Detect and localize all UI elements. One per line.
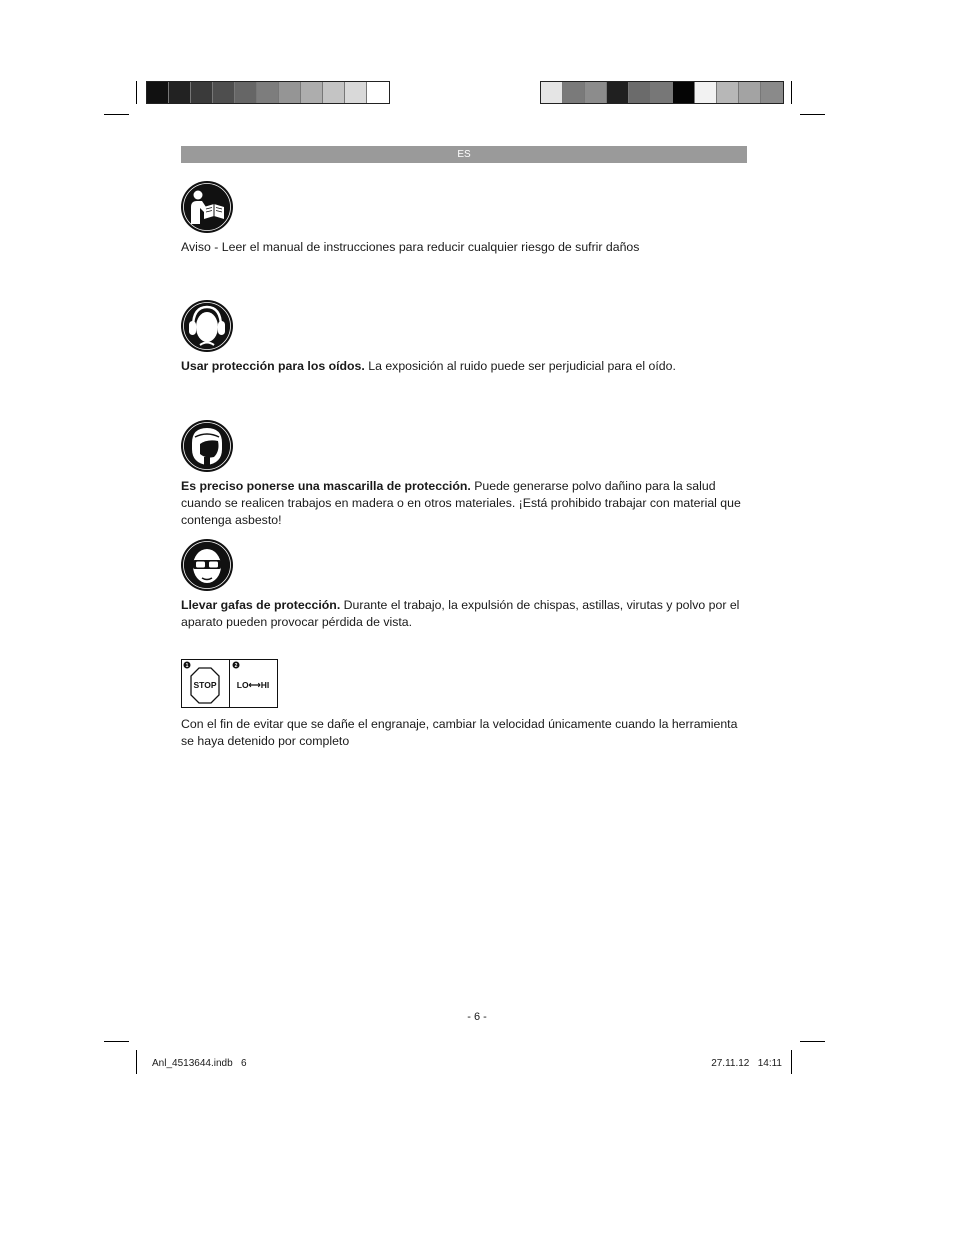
ear-protection-text: Usar protección para los oídos. La exposición al ruido puede ser perjudicial para el oído.	[181, 359, 676, 373]
language-header-bar	[181, 146, 747, 163]
symbol-number-1: 1	[185, 663, 189, 669]
dust-mask-icon	[180, 419, 234, 473]
color-swatch	[607, 82, 629, 103]
speed-label: LO⟷HI	[236, 680, 270, 690]
color-swatch	[761, 82, 783, 103]
color-swatch	[147, 82, 169, 103]
color-swatch	[191, 82, 213, 103]
color-swatch	[563, 82, 585, 103]
color-swatch	[585, 82, 607, 103]
crop-mark	[136, 81, 137, 104]
dust-mask-text: Es preciso ponerse una mascarilla de protección. Puede generarse polvo dañino para la salud cuando se realicen trabajos en madera o en otros materiales. ¡Está prohibido trabajar con material que contenga asbesto!	[181, 479, 741, 527]
crop-mark	[136, 1050, 137, 1074]
read-manual-icon	[180, 180, 234, 234]
color-swatch	[629, 82, 651, 103]
color-swatch	[695, 82, 717, 103]
color-registration-bar-left	[146, 81, 390, 104]
crop-mark	[104, 114, 129, 115]
crop-mark	[791, 81, 792, 104]
color-swatch	[279, 82, 301, 103]
color-swatch	[213, 82, 235, 103]
color-swatch	[169, 82, 191, 103]
language-code: ES	[457, 149, 471, 160]
page-number: - 6 -	[467, 1011, 487, 1023]
timestamp-slug: 27.11.12 14:11	[711, 1058, 782, 1069]
color-swatch	[345, 82, 367, 103]
safety-goggles-icon	[180, 538, 234, 592]
color-swatch	[235, 82, 257, 103]
color-swatch	[651, 82, 673, 103]
ear-protection-icon	[180, 299, 234, 353]
color-swatch	[323, 82, 345, 103]
stop-speed-switch-icon	[181, 659, 278, 708]
symbol-number-2: 2	[234, 663, 238, 669]
crop-mark	[800, 1041, 825, 1042]
manual-warning-text: Aviso - Leer el manual de instrucciones para reducir cualquier riesgo de sufrir daños	[181, 240, 640, 254]
stop-label: STOP	[193, 680, 217, 690]
color-swatch	[367, 82, 389, 103]
crop-mark	[104, 1041, 129, 1042]
file-name-slug: Anl_4513644.indb 6	[152, 1058, 247, 1069]
color-swatch	[257, 82, 279, 103]
color-registration-bar-right	[540, 81, 784, 104]
color-swatch	[301, 82, 323, 103]
color-swatch	[717, 82, 739, 103]
color-swatch	[739, 82, 761, 103]
crop-mark	[800, 114, 825, 115]
safety-goggles-text: Llevar gafas de protección. Durante el trabajo, la expulsión de chispas, astillas, virutas y polvo por el aparato pueden provocar pérdida de vista.	[181, 598, 740, 629]
crop-mark	[791, 1050, 792, 1074]
gear-change-text: Con el fin de evitar que se dañe el engranaje, cambiar la velocidad únicamente cuando la herramienta se haya detenido por completo	[181, 717, 738, 748]
color-swatch	[673, 82, 695, 103]
color-swatch	[541, 82, 563, 103]
